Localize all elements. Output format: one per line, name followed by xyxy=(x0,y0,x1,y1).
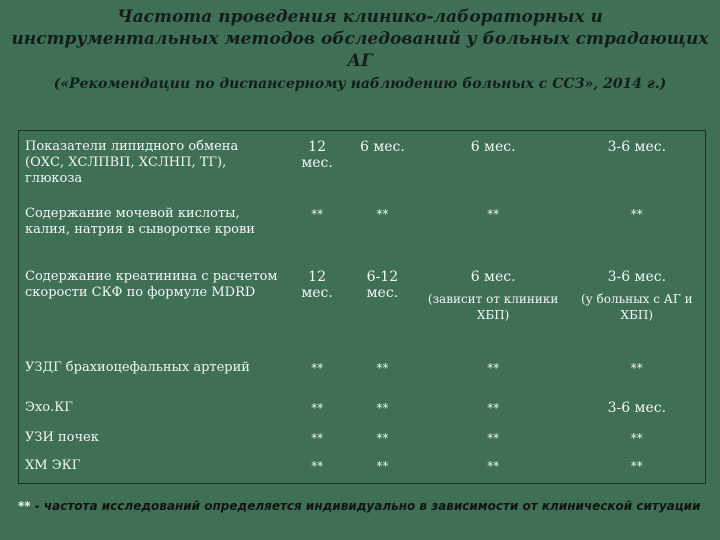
frequency-note: (зависит от клиники ХБП) xyxy=(427,292,559,322)
table-row xyxy=(19,131,706,201)
frequency-value: 6 мес. xyxy=(359,139,405,155)
frequency-cell xyxy=(287,263,347,352)
frequency-value: 6 мес. xyxy=(470,139,516,155)
frequency-cell xyxy=(287,455,347,484)
frequency-cell xyxy=(287,131,347,201)
frequency-value: ** xyxy=(311,361,324,375)
row-label: Содержание мочевой кислоты, калия, натрия в сыворотке крови xyxy=(25,206,255,237)
row-label: Эхо.КГ xyxy=(25,400,73,415)
frequency-value: 6-12 мес. xyxy=(366,269,399,301)
frequency-cell xyxy=(569,455,706,484)
frequency-value: 3-6 мес. xyxy=(607,139,667,155)
frequency-cell xyxy=(418,263,569,352)
frequency-cell xyxy=(347,200,417,263)
table-row xyxy=(19,200,706,263)
frequency-value: ** xyxy=(630,361,643,375)
table-row xyxy=(19,263,706,352)
frequency-cell xyxy=(418,352,569,397)
frequency-value: 12 мес. xyxy=(301,269,333,301)
frequency-value: ** xyxy=(487,207,500,221)
frequency-value: ** xyxy=(487,459,500,473)
frequency-value: ** xyxy=(487,431,500,445)
frequency-value: ** xyxy=(376,431,389,445)
frequency-value: 3-6 мес. xyxy=(607,269,667,285)
frequency-cell xyxy=(418,200,569,263)
frequency-cell xyxy=(347,397,417,427)
frequency-cell xyxy=(347,263,417,352)
frequency-value: ** xyxy=(376,207,389,221)
frequency-value: ** xyxy=(311,401,324,415)
frequency-value: ** xyxy=(487,361,500,375)
footnote xyxy=(18,498,708,514)
frequency-value: ** xyxy=(376,361,389,375)
frequency-cell xyxy=(287,352,347,397)
frequency-cell xyxy=(569,200,706,263)
footnote-mark: ** xyxy=(18,499,31,513)
frequency-value: 3-6 мес. xyxy=(607,400,667,416)
footnote-text: - частота исследований определяется индивидуально в зависимости от клинической ситуации xyxy=(30,499,701,513)
frequency-value: 12 мес. xyxy=(301,139,333,171)
frequency-cell xyxy=(569,397,706,427)
frequency-value: ** xyxy=(376,459,389,473)
frequency-cell xyxy=(569,427,706,455)
frequency-cell xyxy=(418,427,569,455)
frequency-value: ** xyxy=(311,459,324,473)
table-row xyxy=(19,455,706,484)
frequency-note: (у больных с АГ и ХБП) xyxy=(580,292,693,322)
schedule-table-wrap xyxy=(18,130,706,484)
row-label: Содержание креатинина с расчетом скорости СКФ по формуле MDRD xyxy=(25,269,278,300)
frequency-cell xyxy=(347,427,417,455)
frequency-cell xyxy=(569,263,706,352)
frequency-value: 6 мес. xyxy=(470,269,516,285)
frequency-value: ** xyxy=(630,431,643,445)
table-row xyxy=(19,352,706,397)
frequency-value: ** xyxy=(376,401,389,415)
title-line-2: инструментальных методов обследований у больных страдающих xyxy=(11,29,709,49)
frequency-cell xyxy=(418,397,569,427)
table-row xyxy=(19,427,706,455)
schedule-table-body xyxy=(19,131,706,484)
slide-title xyxy=(0,6,720,94)
frequency-cell xyxy=(418,131,569,201)
frequency-value: ** xyxy=(630,207,643,221)
row-label: УЗДГ брахиоцефальных артерий xyxy=(25,360,250,375)
row-label: ХМ ЭКГ xyxy=(25,458,81,473)
schedule-table xyxy=(18,130,706,484)
frequency-cell xyxy=(569,131,706,201)
row-label: Показатели липидного обмена (ОХС, ХСЛПВП, ХСЛНП, ТГ), глюкоза xyxy=(25,139,239,186)
frequency-cell xyxy=(569,352,706,397)
frequency-cell xyxy=(287,200,347,263)
frequency-cell xyxy=(347,455,417,484)
frequency-cell xyxy=(347,352,417,397)
frequency-value: ** xyxy=(311,431,324,445)
frequency-cell xyxy=(287,427,347,455)
frequency-value: ** xyxy=(630,459,643,473)
title-line-1: Частота проведения клинико-лабораторных и xyxy=(117,7,603,27)
table-row xyxy=(19,397,706,427)
frequency-cell xyxy=(287,397,347,427)
frequency-cell xyxy=(418,455,569,484)
frequency-cell xyxy=(347,131,417,201)
frequency-value: ** xyxy=(487,401,500,415)
row-label: УЗИ почек xyxy=(25,430,99,445)
slide-subtitle: («Рекомендации по диспансерному наблюдению больных с ССЗ», 2014 г.) xyxy=(53,76,667,92)
frequency-value: ** xyxy=(311,207,324,221)
title-line-3: АГ xyxy=(347,51,373,71)
